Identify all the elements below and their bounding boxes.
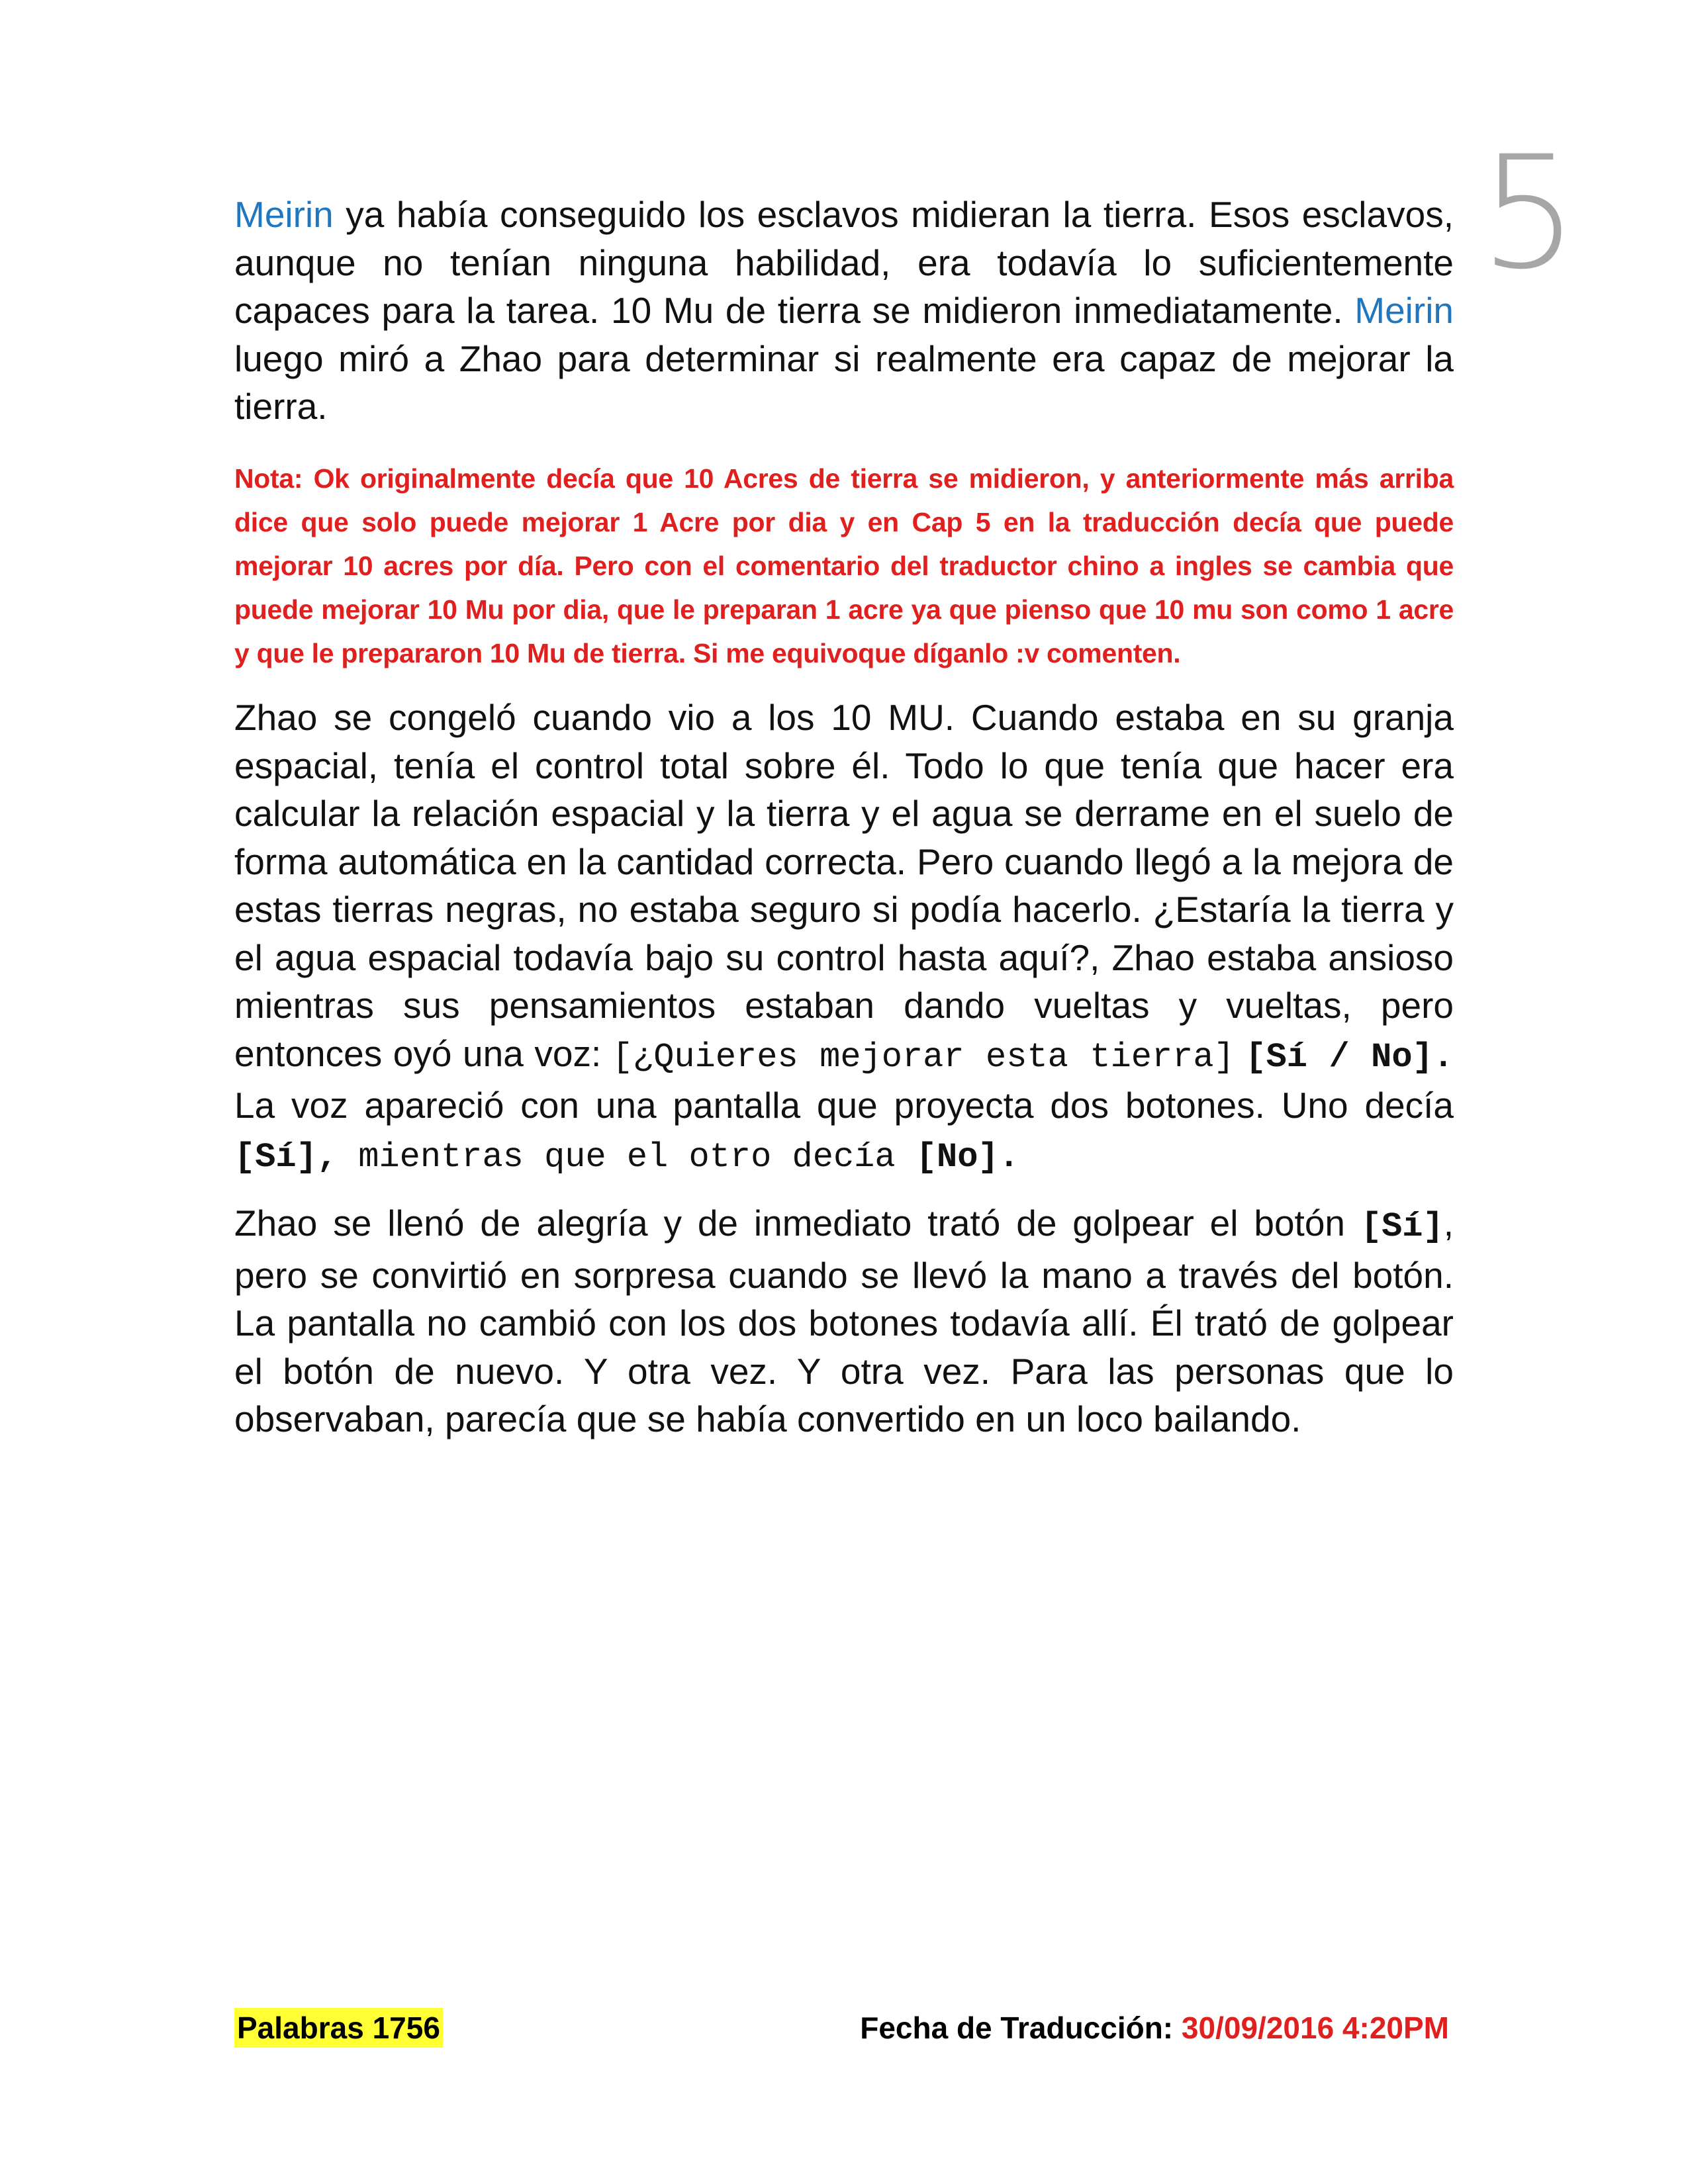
system-options: [Sí / No]. (1245, 1037, 1454, 1077)
paragraph-3-text-b: , pero se convirtió en sorpresa cuando se llevó la mano a través del botón. La pantalla no cambió con los dos botones todavía allí. Él trató de golpear el botón de nuevo. Y otra vez. Y otra vez. Para las personas que lo observaban, parecía que se había convertido en un loco bailando. (234, 1203, 1454, 1439)
paragraph-1 (234, 191, 1454, 431)
translation-date (804, 2008, 1449, 2048)
system-prompt: [¿Quieres mejorar esta tierra] (612, 1037, 1235, 1077)
word-count: Palabras 1756 (234, 2008, 443, 2048)
translation-date-value: 30/09/2016 4:20PM (1181, 2011, 1449, 2045)
paragraph-2-text-c: mientras que el otro decía (338, 1137, 916, 1177)
paragraph-2-text-b: La voz apareció con una pantalla que proyecta dos botones. Uno decía (234, 1085, 1454, 1126)
yes-option: [Sí] (1360, 1207, 1444, 1246)
translation-date-label: Fecha de Traducción: (860, 2011, 1182, 2045)
yes-option: [Sí], (234, 1137, 338, 1177)
character-name: Meirin (234, 194, 334, 235)
paragraph-3-text-a: Zhao se llenó de alegría y de inmediato trató de golpear el botón (234, 1203, 1361, 1244)
paragraph-2-text-a: Zhao se congeló cuando vio a los 10 MU. Cuando estaba en su granja espacial, tenía el control total sobre él. Todo lo que tenía que hacer era calcular la relación espacial y la tierra y el agua se derrame en el suelo de forma automática en la cantidad correcta. Pero cuando llegó a la mejora de estas tierras negras, no estaba seguro si podía hacerlo. ¿Estaría la tierra y el agua espacial todavía bajo su control hasta aquí?, Zhao estaba ansioso mientras sus pensamientos estaban dando vueltas y vueltas, pero entonces oyó una voz: (234, 697, 1454, 1074)
character-name: Meirin (1354, 290, 1454, 331)
paragraph-1-text-a: ya había conseguido los esclavos midieran la tierra. Esos esclavos, aunque no tenían ninguna habilidad, era todavía lo suficientemente capaces para la tarea. 10 Mu de tierra se midieron inmediatamente. (234, 194, 1454, 331)
paragraph-2 (234, 694, 1454, 1181)
translator-note: Nota: Ok originalmente decía que 10 Acres de tierra se midieron, y anteriormente más arriba dice que solo puede mejorar 1 Acre por dia y en Cap 5 en la traducción decía que puede mejorar 10 acres por día. Pero con el comentario del traductor chino a ingles se cambia que puede mejorar 10 Mu por dia, que le preparan 1 acre ya que pienso que 10 mu son como 1 acre y que le prepararon 10 Mu de tierra. Si me equivoque díganlo :v comenten. (234, 463, 1454, 668)
paragraph-1-text-b: luego miró a Zhao para determinar si realmente era capaz de mejorar la tierra. (234, 338, 1454, 427)
page-number: 5 (1479, 123, 1579, 304)
no-option: [No]. (915, 1137, 1019, 1177)
paragraph-3 (234, 1199, 1454, 1443)
